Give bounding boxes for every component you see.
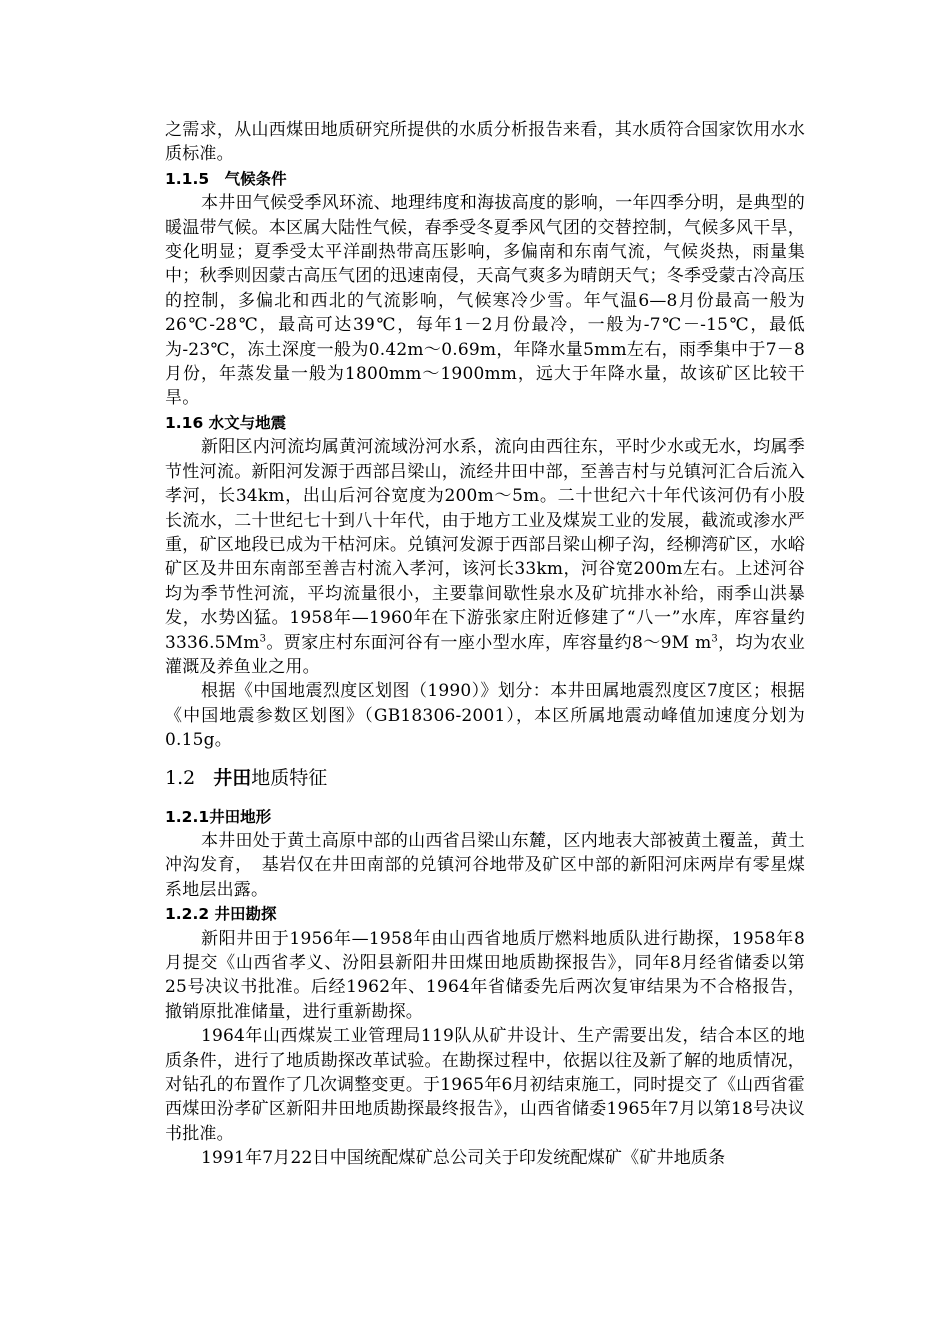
heading-hydrology-seismic: 1.16 水文与地震 — [165, 413, 287, 432]
superscript-cubic-b: 3 — [711, 632, 718, 644]
paragraph-seismic: 根据《中国地震烈度区划图（1990）》划分：本井田属地震烈度区7度区；根据《中国地震参数区划图》（GB18306-2001），本区所属地震动峰值加速度分划为0.15g。 — [165, 681, 805, 751]
paragraph-water-quality: 之需求，从山西煤田地质研究所提供的水质分析报告来看，其水质符合国家饮用水水质标准。 — [165, 120, 805, 165]
section-title-bold: 井田 — [213, 766, 252, 789]
hydrology-text-a: 新阳区内河流均属黄河流域汾河水系，流向由西往东，平时少水或无水，均属季节性河流。新阳河发源于西部吕梁山，流经井田中部，至善吉村与兑镇河汇合后流入孝河，长34km，出山后河谷宽度为200m～5m。二十世纪六十年代该河仍有小股长流水，二十世纪七十到八十年代，由于地方工业及煤炭工业的发展，截流或渗水严重，矿区地段已成为干枯河床。兑镇河发源于西部吕梁山柳子沟，经柳湾矿区，水峪矿区及井田东南部至善吉村流入孝河，该河长33km，河谷宽200m左右。上述河谷均为季节性河流，平均流量很小，主要靠间歇性泉水及矿坑排水补给，雨季山洪暴发，水势凶猛。1958年—1960年在下游张家庄附近修建了“八一”水库，库容量约3336.5Mm — [165, 437, 805, 653]
heading-climate: 1.1.5 气候条件 — [165, 169, 287, 188]
paragraph-exploration-1: 新阳井田于1956年—1958年由山西省地质厅燃料地质队进行勘探，1958年8月提交《山西省孝义、汾阳县新阳井田煤田地质勘探报告》，同年8月经省储委以第25号决议书批准。后经1962年、1964年省储委先后两次复审结果为不合格报告，撤销原批准储量，进行重新勘探。 — [165, 928, 805, 1022]
paragraph-climate: 本井田气候受季风环流、地理纬度和海拔高度的影响，一年四季分明，是典型的暖温带气候。本区属大陆性气候，春季受冬夏季风气团的交替控制，气候多风干旱，变化明显；夏季受太平洋副热带高压影响，多偏南和东南气流，气候炎热，雨量集中；秋季则因蒙古高压气团的迅速南侵，天高气爽多为晴朗天气；冬季受蒙古冷高压的控制，多偏北和西北的气流影响，气候寒冷少雪。年气温6—8月份最高一般为26℃-28℃，最高可达39℃，每年1－2月份最冷，一般为-7℃－-15℃，最低为-23℃，冻土深度一般为0.42m～0.69m，年降水量5mm左右，雨季集中于7－8月份，年蒸发量一般为1800mm～1900mm，远大于年降水量，故该矿区比较干旱。 — [165, 193, 805, 409]
superscript-cubic-a: 3 — [259, 632, 267, 644]
paragraph-exploration-3: 1991年7月22日中国统配煤矿总公司关于印发统配煤矿《矿井地质条 — [201, 1148, 726, 1169]
section-heading-geology — [165, 763, 805, 793]
heading-exploration: 1.2.2 井田勘探 — [165, 905, 277, 924]
section-number: 1.2 — [165, 766, 196, 789]
paragraph-terrain: 本井田处于黄土高原中部的山西省吕梁山东麓，区内地表大部被黄土覆盖，黄土冲沟发育， 基岩仅在井田南部的兑镇河谷地带及矿区中部的新阳河床两岸有零星煤系地层出露。 — [165, 830, 805, 900]
paragraph-exploration-2: 1964年山西煤炭工业管理局119队从矿井设计、生产需要出发，结合本区的地质条件，进行了地质勘探改革试验。在勘探过程中，依据以往及新了解的地质情况，对钻孔的布置作了几次调整变更。于1965年6月初结束施工，同时提交了《山西省霍西煤田汾孝矿区新阳井田地质勘探最终报告》，山西省储委1965年7月以第18号决议书批准。 — [165, 1026, 805, 1144]
document-page — [165, 118, 805, 1171]
hydrology-text-c: ，均为农业灌溉及养鱼业之用。 — [165, 632, 805, 677]
heading-terrain: 1.2.1井田地形 — [165, 807, 272, 826]
section-title-rest: 地质特征 — [251, 766, 328, 789]
hydrology-text-b: 。贾家庄村东面河谷有一座小型水库，库容量约8～9M m — [266, 632, 712, 653]
paragraph-hydrology — [165, 435, 805, 679]
